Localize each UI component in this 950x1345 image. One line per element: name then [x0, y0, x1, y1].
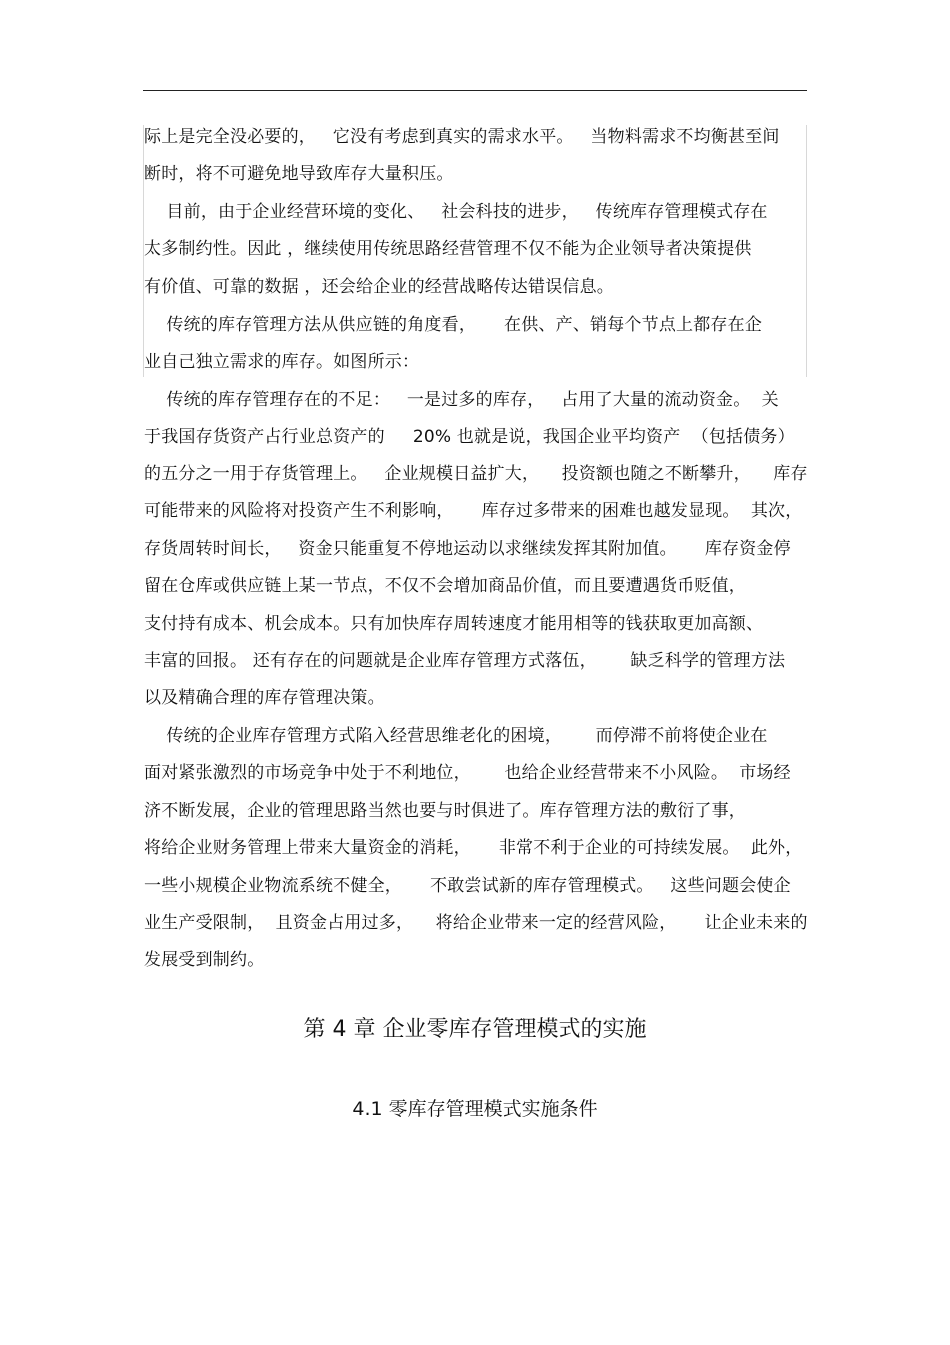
paragraph-line: 一些小规模企业物流系统不健全， 不敢尝试新的库存管理模式。 这些问题会使企 — [144, 876, 791, 896]
paragraph-line: 发展受到制约。 — [144, 950, 265, 970]
paragraph-line: 丰富的回报。 还有存在的问题就是企业库存管理方式落伍， 缺乏科学的管理方法 — [144, 651, 786, 671]
paragraph-line: 可能带来的风险将对投资产生不利影响， 库存过多带来的困难也越发显现。 其次， — [144, 501, 803, 521]
paragraph-line: 目前，由于企业经营环境的变化、 社会科技的进步， 传统库存管理模式存在 — [144, 202, 768, 222]
right-margin-mark — [806, 125, 807, 377]
paragraph-line: 支付持有成本、机会成本。只有加快库存周转速度才能用相等的钱获取更加高额、 — [144, 614, 764, 634]
paragraph-line: 存货周转时间长， 资金只能重复不停地运动以求继续发挥其附加值。 库存资金停 — [144, 539, 791, 559]
paragraph-line: 济不断发展，企业的管理思路当然也要与时俱进了。库存管理方法的敷衍了事， — [144, 801, 746, 821]
paragraph-line: 的五分之一用于存货管理上。 企业规模日益扩大， 投资额也随之不断攀升， 库存 — [144, 464, 808, 484]
paragraph-line: 面对紧张激烈的市场竞争中处于不利地位， 也给企业经营带来不小风险。 市场经 — [144, 763, 791, 783]
section-title: 4.1 零库存管理模式实施条件 — [352, 1098, 598, 1120]
paragraph-line: 太多制约性。因此 ，继续使用传统思路经营管理不仅不能为企业领导者决策提供 — [144, 239, 752, 259]
paragraph-line: 断时，将不可避免地导致库存大量积压。 — [144, 164, 454, 184]
header-rule — [143, 90, 807, 91]
paragraph-line: 以及精确合理的库存管理决策。 — [144, 688, 385, 708]
paragraph-line: 传统的企业库存管理方式陷入经营思维老化的困境， 而停滞不前将使企业在 — [144, 726, 768, 746]
paragraph-line: 传统的库存管理方法从供应链的角度看， 在供、产、销每个节点上都存在企 — [144, 315, 763, 335]
paragraph-line: 将给企业财务管理上带来大量资金的消耗， 非常不利于企业的可持续发展。 此外， — [144, 838, 803, 858]
paragraph-line: 于我国存货资产占行业总资产的 20% 也就是说，我国企业平均资产 （包括债务） — [144, 427, 795, 447]
paragraph-line: 际上是完全没必要的， 它没有考虑到真实的需求水平。 当物料需求不均衡甚至间 — [144, 127, 780, 147]
paragraph-line: 有价值、可靠的数据 ，还会给企业的经营战略传达错误信息。 — [144, 277, 615, 297]
paragraph-line: 业自己独立需求的库存。如图所示： — [144, 352, 420, 372]
paragraph-line: 留在仓库或供应链上某一节点，不仅不会增加商品价值，而且要遭遇货币贬值， — [144, 576, 746, 596]
chapter-title: 第 4 章 企业零库存管理模式的实施 — [303, 1017, 647, 1042]
paragraph-line: 传统的库存管理存在的不足： 一是过多的库存， 占用了大量的流动资金。 关 — [144, 390, 779, 410]
paragraph-line: 业生产受限制， 且资金占用过多， 将给企业带来一定的经营风险， 让企业未来的 — [144, 913, 808, 933]
